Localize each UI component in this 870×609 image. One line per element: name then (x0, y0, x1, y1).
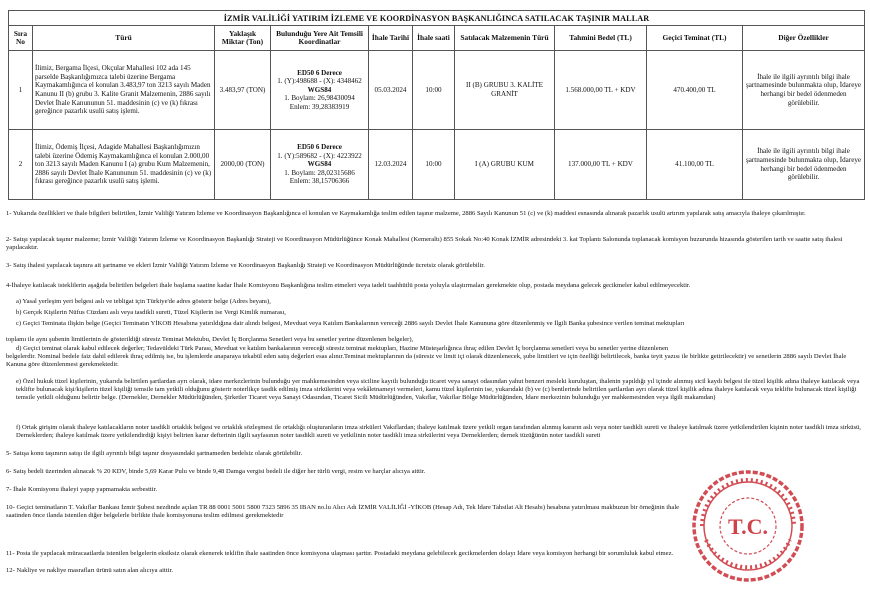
row-tarih: 05.03.2024 (369, 51, 413, 130)
note-6: 6- Satış bedeli üzerinden alınacak % 20 KDV, binde 5,69 Karar Pulu ve binde 9,48 Damga vergisi bedeli ile diğer her türlü vergi, resim ve harçlar alıcıya aittir. (6, 468, 426, 475)
note-2: 2- Satışı yapılacak taşınır malzeme; İzmir Valiliği Yatırım İzleme ve Koordinasyon Başkanlığı Strateji ve Koordinasyon Müdürlüğünce Konak Mahallesi (Kemeraltı) 855 Sokak No:40 Konak İZMİR adresindeki 3. kat Toplantı Salonunda toplanacak komisyon huzurunda hizasında gösterilen tarih ve saatte satış ihalesi yapılacaktır. (6, 236, 843, 251)
row-miktar: 3.483,97 (TON) (215, 51, 271, 130)
koord-boylam: 1. Boylam: 28,02315686 (284, 168, 355, 177)
header-miktar: Yaklaşık Miktar (Ton) (215, 26, 271, 51)
note-4e: e) Özel hukuk tüzel kişilerinin, yukarıda belirtilen şartlardan ayrı olarak, idare merkezlerinin bulunduğu yer mahkemesinden veya siciline kayıtlı bulunduğu ticaret veya sanayi odasından yahut benzeri mesleki kuruluştan, ihalenin yapıldığı yıl içinde alınmış sicil kaydı belgesi ile tüzel kişilik adına ihaleye katılacak veya teklifte bulunacak kişi/kişilerin tüzel kişiliği temsile tam yetkili olduğunu gösterir noterlikçe tasdik edilmiş imza sirkülerini veya vekâletnameyi vermeleri, kamu tüzel kişilerinin ise, yukarıdaki (b) ve (c) bentlerinde belirtilen şartlardan ayrı olarak tüzel kişilik adına ihaleye katılacak veya teklifte bulunacak tüzel kişiliği temsile yetkili olduğunu belirtir belge. (Dernekler, Dernekler Müdürlüğünden, Şirketler Ticaret veya Sanayi Odasından, Ticaret Sicili Müdürlüğünden, Vakıflar, Vakıflar Bölge Müdürlüğünden, İdare merkezinin bulunduğu yer mahkemesinden veya ilgili makamdan) (16, 378, 860, 401)
row-diger: İhale ile ilgili ayrıntılı bilgi ihale şartnamesinde bulunmakta olup, İdareye herhangi bir bedel ödenmeden görülebilir. (743, 130, 865, 200)
header-koordinatlar: Bulunduğu Yere Ait Temsili Koordinatlar (271, 26, 369, 51)
row-malzeme: I (A) GRUBU KUM (455, 130, 555, 200)
header-sira-no: Sıra No (9, 26, 33, 51)
note-4f: f) Ortak girişim olarak ihaleye katılacakların noter tasdikli ortaklık belgesi ve ortaklık sözleşmesi ile ortaklığı oluşturanların imza sirküleri Vakıflardan; ihaleye katılmak üzere yetkili organ tarafından alınmış kararın aslı veya noter tasdikli sureti ve ihaleye katılmak üzere yetkilendirilen kişinin noter tasdikli imza sirküsü, Derneklerden; ihaleye katılmak üzere yetkilendirdiği kişiyi belirten karar defterinin ilgili sayfasının noter tasdikli sureti ve yetkilinin noter tasdikli imza sirkülerini veya Derneklerden; dernek tüzüğünün noter tasdikli sureti (16, 424, 861, 439)
row-diger: İhale ile ilgili ayrıntılı bilgi ihale şartnamesinde bulunmakta olup, İdareye herhangi bir bedel ödenmeden görülebilir. (743, 51, 865, 130)
row-teminat: 41.100,00 TL (647, 130, 743, 200)
header-gecici-teminat: Geçici Teminat (TL) (647, 26, 743, 51)
note-4c-2: toplamı ile aynı şubenin limitlerinin de gösterildiği süresiz Teminat Mektubu, Devlet İç Borçlanma Senetleri veya bu senetler yerine düzenlenen belgeler), (6, 336, 414, 343)
auction-table-wrapper (8, 10, 864, 200)
note-11: 11- Posta ile yapılacak müracaatlarda istenilen belgelerin eksiksiz olarak ekenerek teklifin ihale saatinden önce komisyona ulaşması şarttır. Postadaki meydana gelebilecek gecikmelerden dolayı İdare veya komisyon herhangi bir sorumluluk kabul etmez. (6, 550, 674, 557)
note-1: 1- Yukarıda özellikleri ve ihale bilgileri belirtilen, İzmir Valiliği Yatırım İzleme ve Koordinasyon Başkanlığınca el konulan ve Kaymakamlığa teslim edilen taşınır malzeme, 2886 Sayılı Kanunun 51 (c) ve (k) maddesi esnasında alınarak pazarlık usulü artırım yapılarak satış amacıyla ihaleye çıkarılmıştır. (6, 210, 806, 217)
header-malzeme-turu: Satılacak Malzemenin Türü (455, 26, 555, 51)
row-saat: 10:00 (413, 51, 455, 130)
header-ihale-tarihi: İhale Tarihi (369, 26, 413, 51)
row-tarih: 12.03.2024 (369, 130, 413, 200)
note-4d-2: belgelerdir. Nominal bedele faiz dahil edilerek ihraç edilmiş ise, bu işlemlerde anaparaya tekabül eden satış değerleri esas alınır.Teminat mektuplarının da (süresiz ve limit içi olarak düzenlenecek, şube limitleri ve için özelliği belirtilecek, banka teyit yazısı ile birlikte getirilecektir) ve senetlerin 2886 sayılı Devlet İhale Kanuna göre düzenlenmesi gerekmektedir. (6, 353, 847, 368)
note-7: 7- İhale Komisyonu ihaleyi yapıp yapmamakta serbesttir. (6, 486, 158, 493)
koord-wgs84: WGS84 (307, 85, 332, 94)
row-teminat: 470.400,00 TL (647, 51, 743, 130)
row-turu: İlimiz, Bergama İlçesi, Okçular Mahallesi 102 ada 145 parselde Başkanlığımızca talebi üzerine Bergama Kaymakamlığınca el konulan 3.483,97 ton 3213 sayılı Maden Kanunu II (b) grubu 3. Kalite Granit Malzemenin, 2886 sayılı Devlet İhale Kanununun 51. maddesinin (c) ve (k) fıkrası gereğince pazarlık usulü satış işlemi. (33, 51, 215, 130)
table-row (9, 130, 865, 200)
row-saat: 10:00 (413, 130, 455, 200)
koord-ed50: ED50 6 Derece (297, 143, 342, 152)
auction-table (8, 10, 865, 200)
table-row (9, 51, 865, 130)
table-header-row (9, 26, 865, 51)
official-seal-stamp (676, 466, 820, 586)
row-miktar: 2000,00 (TON) (215, 130, 271, 200)
note-4b: b) Gerçek Kişilerin Nüfus Cüzdanı aslı veya tasdikli sureti, Tüzel Kişilerin ise Vergi Kimlik numarası, (16, 309, 286, 316)
note-4a: a) Yasal yerleşim yeri belgesi aslı ve tebligat için Türkiye'de adres gösterir belge (Adres beyanı), (16, 298, 271, 305)
koord-enlem: Enlem: 39,28383919 (289, 102, 350, 111)
row-no: 1 (9, 51, 33, 130)
note-4d-1: d) Geçici teminat olarak kabul edilecek değerler; Tedavüldeki Türk Parası, Mevduat ve katılım bankalarının vereceği süresiz teminat mektupları, Hazine Müsteşarlığınca ihraç edilen Devlet İç borçlanma senetleri veya bu senetler yerine düzenlenen (16, 345, 669, 352)
note-10: 10- Geçici teminatların T. Vakıflar Bankası İzmir Şubesi nezdinde açılan TR 88 0001 5001 5800 7323 5896 35 IBAN no.lu Alıcı Adı İZMİR VALİLİĞİ -YİKOB (Hesap Adı, Tek İdare Tahsilat Alt Hesabı) hesabına yatırılması makbuzun bir örneğinin ihale saatinden önce ilanda istenilen diğer belgelerle birlikte ihale komisyonuna teslim edilmesi gerekmektedir (6, 504, 680, 519)
row-malzeme: II (B) GRUBU 3. KALİTE GRANİT (455, 51, 555, 130)
row-no: 2 (9, 130, 33, 200)
row-turu: İlimiz, Ödemiş İlçesi, Adagide Mahallesi Başkanlığımızın talebi üzerine Ödemiş Kaymakamlığınca el konulan 2.000,00 ton 3213 sayılı Maden Kanunu I (a) grubu Kum Malzemenin, 2886 sayılı Devlet İhale Kanununun 51. maddesinin (c) ve (k) fıkrası gereğince pazarlık usulü satış işlemi. (33, 130, 215, 200)
row-koordinatlar (271, 130, 369, 200)
row-bedel: 1.568.000,00 TL + KDV (555, 51, 647, 130)
koord-enlem: Enlem: 38,15706366 (289, 177, 350, 186)
note-4c-1: c) Geçici Teminata ilişkin belge (Geçici Teminatın YİKOB Hesabına yatırıldığına dair alındı belgesi, Mevduat veya Katılım Bankalarının vereceği 2886 sayılı Devlet İhale Kanununa göre düzenlenmiş ve İlgili Banka şubesince verilen teminat mektupları (16, 320, 685, 327)
header-turu: Türü (33, 26, 215, 51)
header-tahmini-bedel: Tahmini Bedel (TL) (555, 26, 647, 51)
koord-ed50: ED50 6 Derece (297, 68, 342, 77)
header-ihale-saati: İhale saati (413, 26, 455, 51)
stamp-text: T.C. (728, 514, 768, 539)
note-12: 12- Nakliye ve nakliye masrafları ürünü satın alan alıcıya aittir. (6, 567, 173, 574)
note-4: 4-İhaleye katılacak isteklilerin aşağıda belirtilen belgeleri ihale başlama saatine kadar İhale Komisyonu Başkanlığına teslim etmeleri veya iadeli taahhütlü posta yoluyla ulaştırmaları gerekmekte olup, postada meydana gelecek gecikmeler kabul edilmeyecektir. (6, 282, 691, 289)
row-bedel: 137.000,00 TL + KDV (555, 130, 647, 200)
koord-yx: 1. (Y):498688 - (X): 4348462 (277, 77, 362, 86)
koord-yx: 1. (Y):589682 - (X): 4223922 (277, 151, 362, 160)
header-diger-ozellikler: Diğer Özellikler (743, 26, 865, 51)
row-koordinatlar (271, 51, 369, 130)
note-5: 5- Satışa konu taşınırın satışı ile ilgili ayrıntılı bilgi taşınır dosyasındaki şartnameden bedelsiz olarak görülebilir. (6, 450, 303, 457)
koord-wgs84: WGS84 (307, 160, 332, 169)
koord-boylam: 1. Boylam: 26,98430094 (284, 94, 355, 103)
table-title: İZMİR VALİLİĞİ YATIRIM İZLEME VE KOORDİNASYON BAŞKANLIĞINCA SATILACAK TAŞINIR MALLAR (9, 11, 865, 26)
note-3: 3- Satış ihalesi yapılacak taşınıra ait şartname ve ekleri İzmir Valiliği Yatırım İzleme ve Koordinasyon Başkanlığı Strateji ve Koordinasyon Müdürlüğünde ücretsiz olarak görülebilir. (6, 262, 485, 269)
